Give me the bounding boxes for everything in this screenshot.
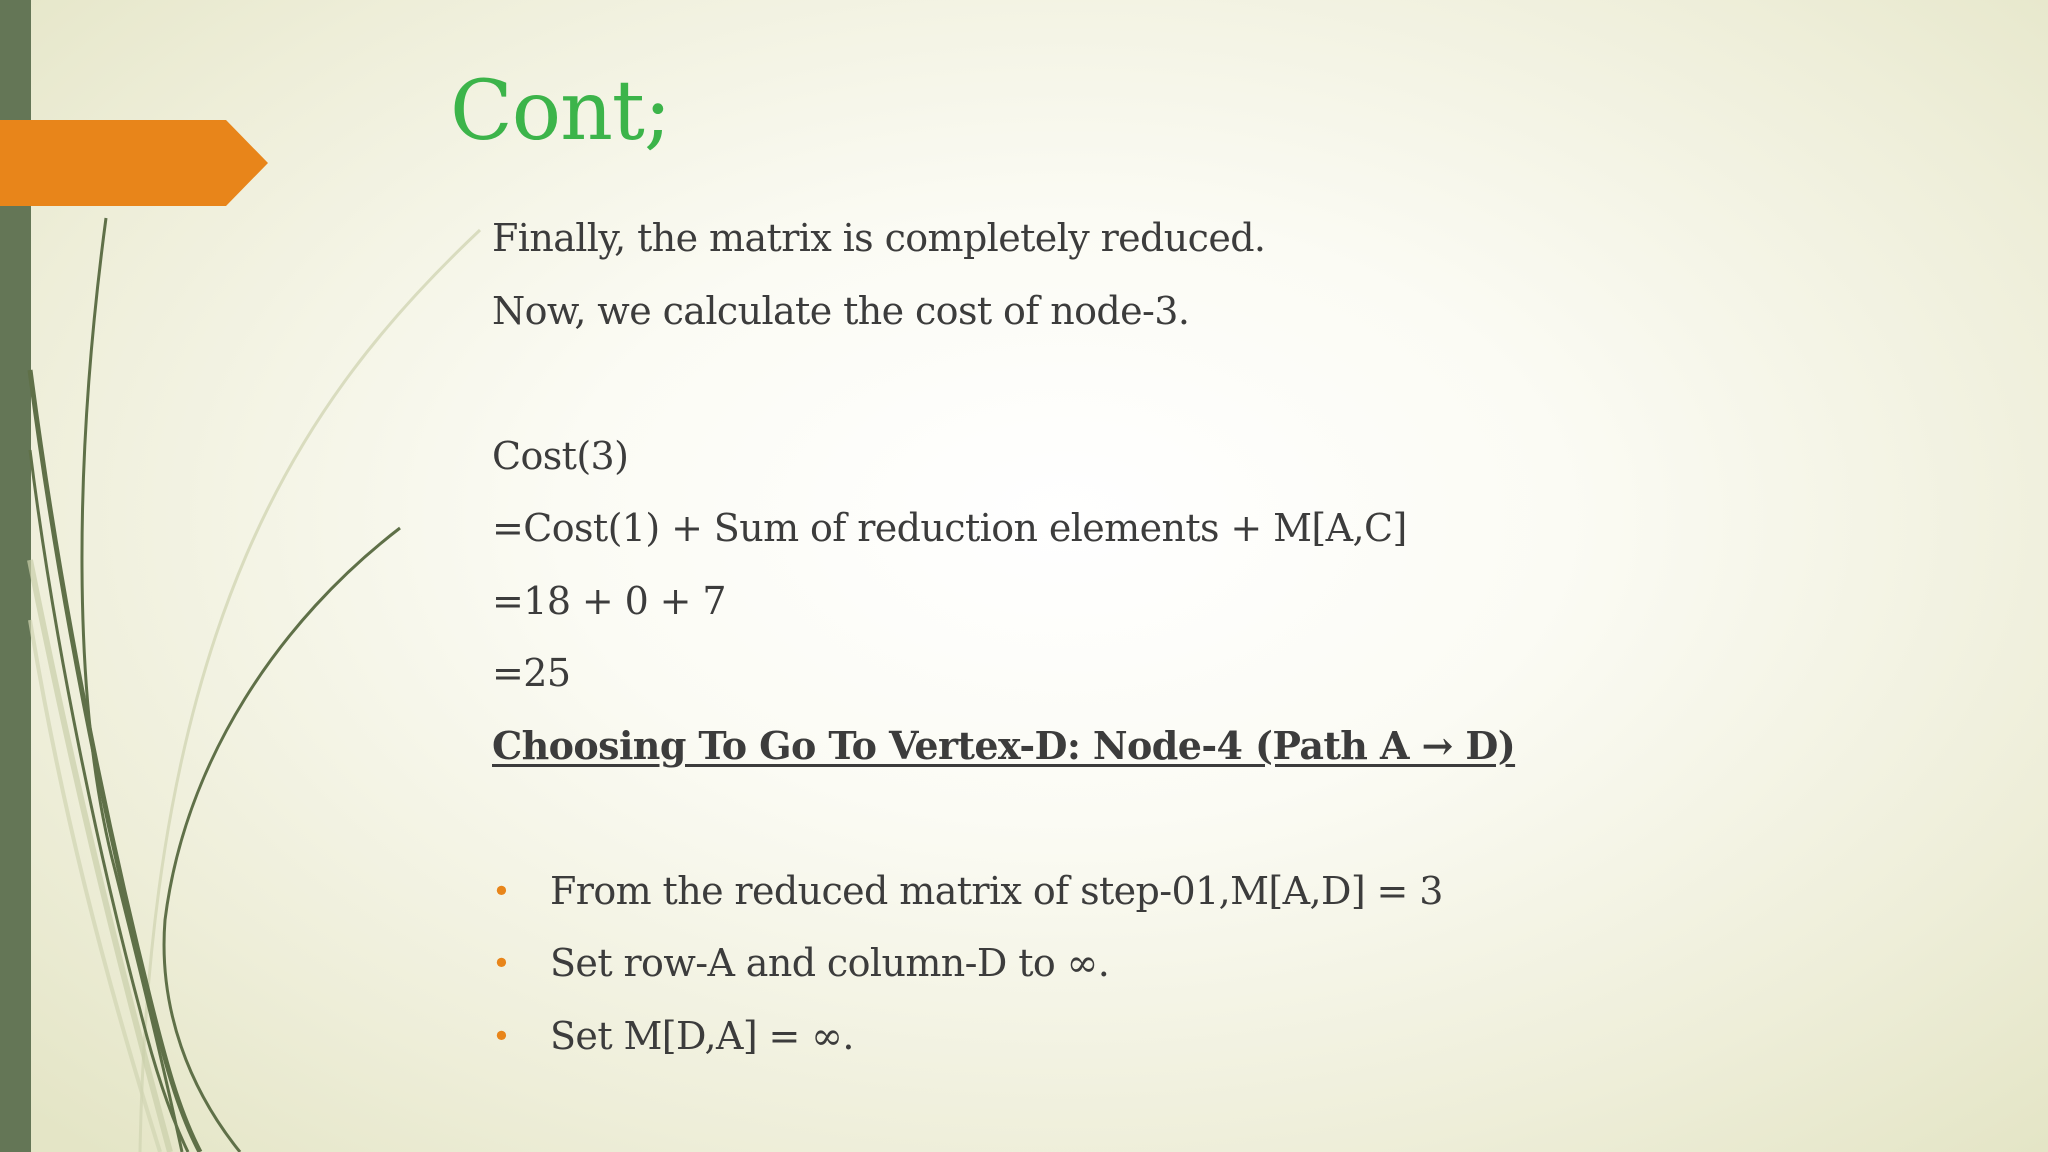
text-line-sum: =18 + 0 + 7	[492, 578, 726, 623]
blank-line	[492, 782, 1892, 855]
bullet-text: Set M[D,A] = ∞.	[550, 1013, 854, 1058]
section-heading: Choosing To Go To Vertex-D: Node-4 (Path A → D)	[492, 722, 1516, 768]
arrow-tab-icon	[0, 120, 268, 206]
text-line-result: =25	[492, 651, 571, 695]
text-line-formula: =Cost(1) + Sum of reduction elements + M[A,C]	[492, 506, 1407, 550]
bullet-icon: •	[492, 944, 511, 982]
text-line-reduced: Finally, the matrix is completely reduced.	[492, 216, 1266, 260]
bullet-item	[492, 855, 1892, 928]
text-line-calculate: Now, we calculate the cost of node-3.	[492, 288, 1190, 333]
slide-title: Cont;	[450, 64, 671, 159]
bullet-icon: •	[492, 871, 511, 910]
bullet-icon: •	[492, 1016, 511, 1055]
bullet-item	[492, 1000, 1892, 1073]
text-line-cost3: Cost(3)	[492, 433, 629, 478]
bullet-text: From the reduced matrix of step-01,M[A,D] = 3	[550, 868, 1443, 913]
bullet-item	[492, 927, 1892, 1000]
bullet-text: Set row-A and column-D to ∞.	[550, 941, 1110, 985]
slide-body	[492, 202, 1892, 1072]
blank-line	[492, 347, 1892, 420]
